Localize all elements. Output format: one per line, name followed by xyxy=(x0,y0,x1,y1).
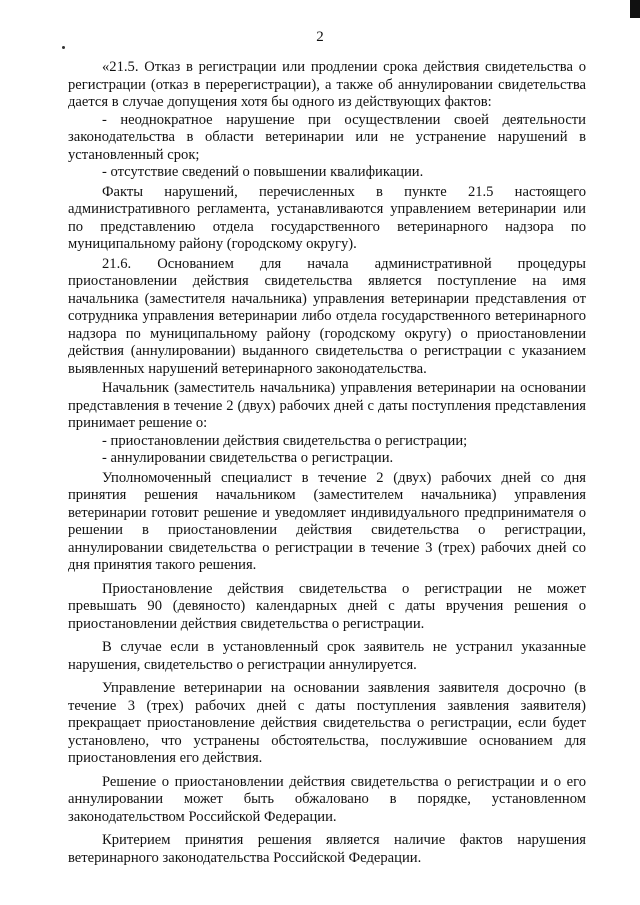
paragraph-21-5: «21.5. Отказ в регистрации или продлении срока действия свидетельства о регистрации (отказ в перерегистрации), а также об аннулировании свидетельства дается в случае допущения хотя бы одного из действующих фактов: xyxy=(68,59,586,110)
list-item: - аннулировании свидетельства о регистрации. xyxy=(102,450,394,466)
scan-speck xyxy=(62,46,65,49)
document-body xyxy=(68,59,586,867)
paragraph: Факты нарушений, перечисленных в пункте 21.5 настоящего административного регламента, устанавливаются управлением ветеринарии или по представлению отдела государственного ветеринарного надзора по муниципальному району (городскому округу). xyxy=(68,183,586,252)
list-item: - отсутствие сведений о повышении квалификации. xyxy=(102,164,424,180)
paragraph: Критерием принятия решения является наличие фактов нарушения ветеринарного законодательства Российской Федерации. xyxy=(68,832,586,866)
page-number: 2 xyxy=(316,29,324,45)
list-item: - неоднократное нарушение при осуществлении своей деятельности законодательства в области ветеринарии или не устранение нарушений в установленный срок; xyxy=(68,111,586,163)
paragraph: В случае если в установленный срок заявитель не устранил указанные нарушения, свидетельство о регистрации аннулируется. xyxy=(68,639,586,673)
paragraph: Управление ветеринарии на основании заявления заявителя досрочно (в течение 3 (трех) рабочих дней с даты поступления заявления заявителя) прекращает приостановление действия свидетельства о регистрации, если будет установлено, что устранены обстоятельства, послужившие основанием для приостановления его действия. xyxy=(68,680,586,766)
paragraph-21-6: 21.6. Основанием для начала административной процедуры приостановлении действия свидетельства является поступление на имя начальника (заместителя начальника) управления ветеринарии представления от сотрудника управления ветеринарии либо отдела государственного ветеринарного надзора по муниципальному району (городскому округу) о приостановлении действия (аннулировании) выданного свидетельства о регистрации с указанием выявленных нарушений ветеринарного законодательства. xyxy=(68,255,586,377)
paragraph: Уполномоченный специалист в течение 2 (двух) рабочих дней со дня принятия решения начальником (заместителем начальника) управления ветеринарии готовит решение и уведомляет индивидуального предпринимателя о решении в приостановлении действия свидетельства о регистрации, аннулировании свидетельства о регистрации в течение 3 (трех) рабочих дней со дня принятия такого решения. xyxy=(68,469,586,573)
paragraph: Приостановление действия свидетельства о регистрации не может превышать 90 (девяносто) календарных дней с даты вручения решения о приостановлении действия свидетельства о регистрации. xyxy=(68,580,586,632)
scan-corner-mark xyxy=(630,0,640,18)
paragraph: Начальник (заместитель начальника) управления ветеринарии на основании представления в течение 2 (двух) рабочих дней с даты поступления представления принимает решение о: xyxy=(68,380,586,431)
paragraph: Решение о приостановлении действия свидетельства о регистрации и о его аннулировании может быть обжаловано в порядке, установленном законодательством Российской Федерации. xyxy=(68,773,586,825)
list-item: - приостановлении действия свидетельства о регистрации; xyxy=(102,432,468,449)
